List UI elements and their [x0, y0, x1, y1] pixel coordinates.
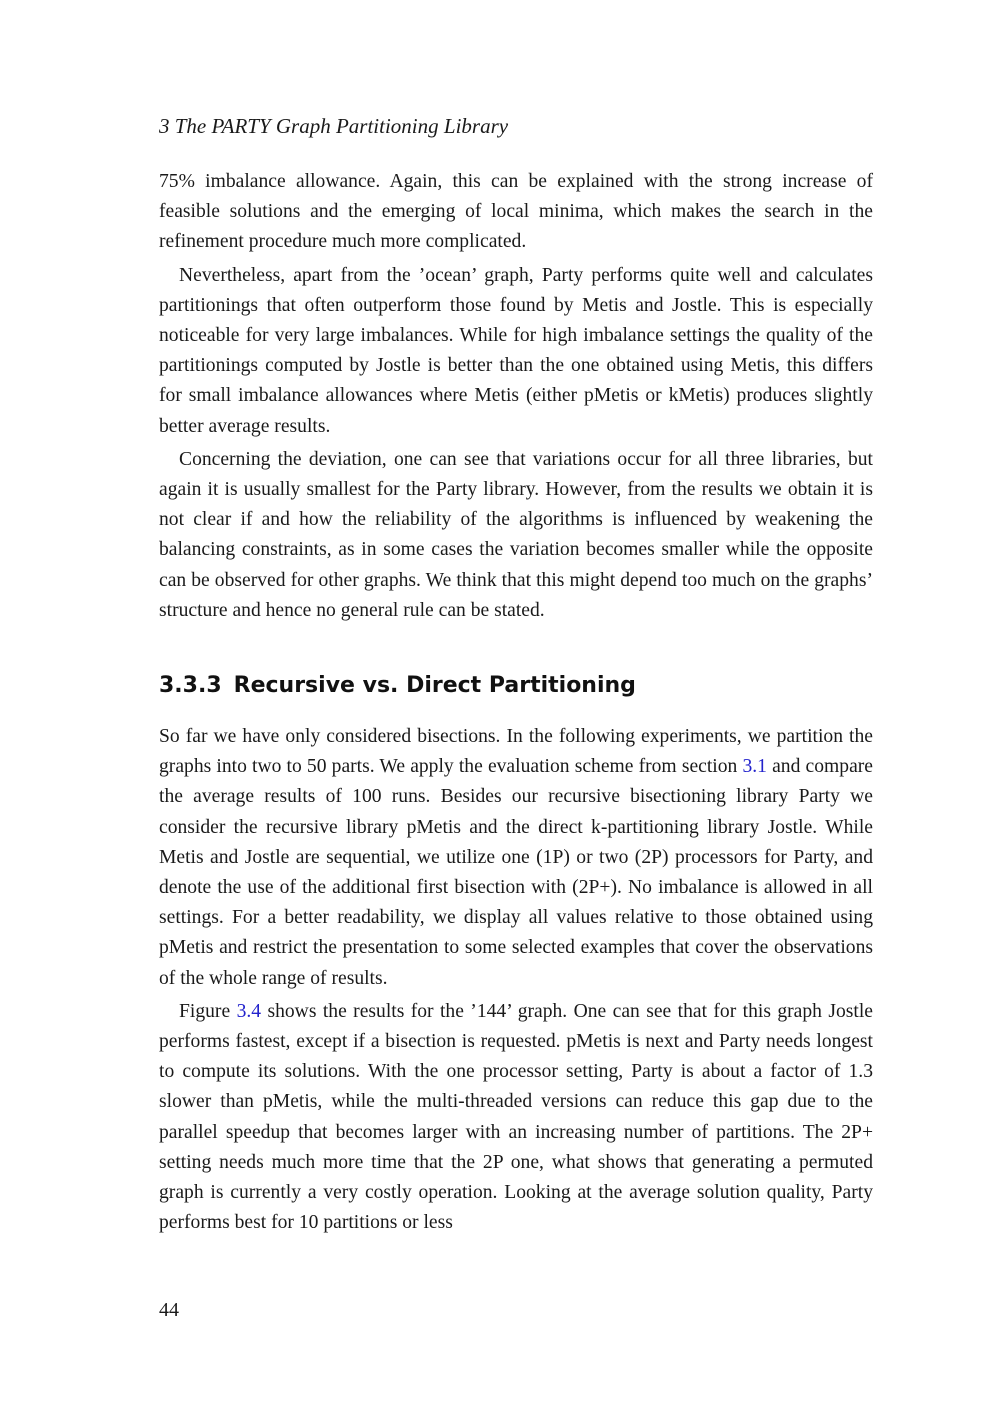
paragraph-text: and compare the average results of 100 runs. Besides our recursive bisectioning library Party we consider the recursive library pMetis and the direct k-partitioning library Jostle. While Metis and Jostle are sequential, we utilize one (1P) or two (2P) processors for Party, and denote the use of the additional first bisection with (2P+). No imbalance is allowed in all settings. For a better readability, we display all values relative to those obtained using pMetis and restrict the presentation to some selected examples that cover the observations of the whole range of results.	[159, 756, 873, 989]
section-reference-link[interactable]: 3.1	[742, 756, 767, 778]
section-body	[159, 722, 873, 1241]
paragraph-text: shows the results for the ’144’ graph. One can see that for this graph Jostle performs fastest, except if a bisection is requested. pMetis is next and Party needs longest to compute its solutions. With the one processor setting, Party is about a factor of 1.3 slower than pMetis, while the multi-threaded versions can reduce this gap due to the parallel speedup that becomes larger with an increasing number of partitions. The 2P+ setting needs much more time that the 2P one, what shows that generating a permuted graph is currently a very costly operation. Looking at the average solution quality, Party performs best for 10 partitions or less	[159, 1000, 873, 1234]
section-heading	[159, 671, 636, 701]
section-number: 3.3.3	[159, 673, 222, 698]
continuation-text	[159, 167, 873, 629]
paragraph-party-performance: Nevertheless, apart from the ’ocean’ graph, Party performs quite well and calculates partitionings that often outperform those found by Metis and Jostle. This is especially noticeable for very large imbalances. While for high imbalance settings the quality of the partitionings computed by Jostle is better than the one obtained using Metis, this differs for small imbalance allowances where Metis (either pMetis or kMetis) produces slightly better average results.	[159, 264, 873, 437]
paragraph-figure-results	[159, 997, 873, 1239]
paragraph-bisections	[159, 722, 873, 994]
running-header: 3 The PARTY Graph Partitioning Library	[159, 114, 509, 138]
figure-reference-link[interactable]: 3.4	[236, 1000, 262, 1022]
paragraph-deviation: Concerning the deviation, one can see that variations occur for all three libraries, but again it is usually smallest for the Party library. However, from the results we obtain it is not clear if and how the reliability of the algorithms is influenced by weakening the balancing constraints, as in some cases the variation becomes smaller while the opposite can be observed for other graphs. We think that this might depend too much on the graphs’ structure and hence no general rule can be stated.	[159, 448, 873, 621]
paragraph-text: Figure	[179, 1000, 237, 1022]
section-title: Recursive vs. Direct Partitioning	[233, 673, 636, 698]
page-number: 44	[159, 1299, 179, 1321]
paragraph-imbalance-allowance: 75% imbalance allowance. Again, this can be explained with the strong increase of feasible solutions and the emerging of local minima, which makes the search in the refinement procedure much more complicated.	[159, 171, 873, 253]
paragraph-text: So far we have only considered bisections. In the following experiments, we partition the graphs into two to 50 parts. We apply the evaluation scheme from section	[159, 726, 873, 778]
